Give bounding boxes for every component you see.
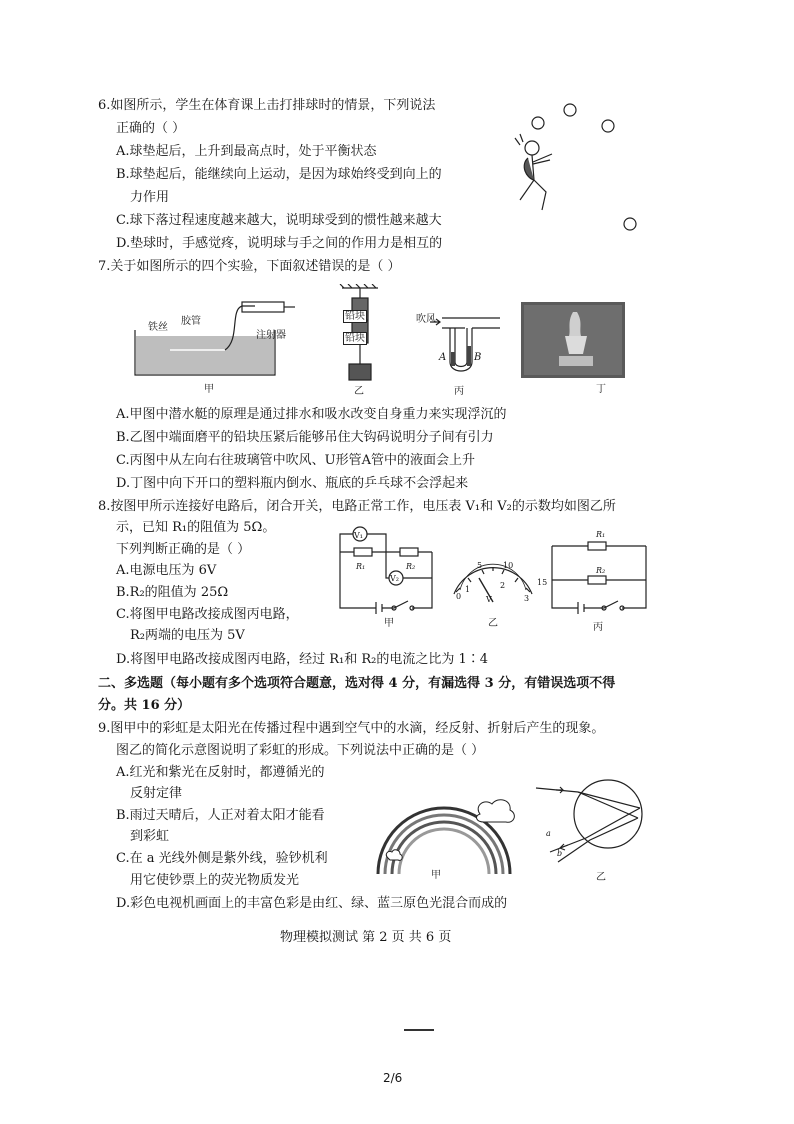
q7-bing-label-a: A	[439, 352, 447, 363]
q8-stem-line2: 示，已知 R₁的阻值为 5Ω。	[116, 520, 276, 535]
footer-dash-mark	[404, 1029, 434, 1031]
section2-heading-line1: 二、多选题（每小题有多个选项符合题意，选对得 4 分，有漏选得 3 分，有错误选项不得	[98, 676, 616, 691]
q9-stem-line2: 图乙的简化示意图说明了彩虹的形成。下列说法中正确的是（ ）	[116, 743, 485, 758]
q9-droplet-diagram	[530, 770, 650, 866]
q9-option-c-line2: 用它使钞票上的荧光物质发光	[130, 873, 300, 888]
q6-stem-line1: 6.如图所示，学生在体育课上击打排球时的情景，下列说法	[98, 98, 436, 113]
q8-stem-line3: 下列判断正确的是（ ）	[116, 542, 251, 557]
q7-bing-label-chuifeng: 吹风	[416, 314, 436, 325]
q7-jia-label-zhusheqi: 注射器	[256, 330, 286, 341]
q9-rainbow-figure	[370, 770, 520, 878]
q9-yi-caption: 乙	[596, 872, 606, 883]
q9-yi-label-a: a	[546, 829, 551, 838]
volleyball-player-figure	[490, 90, 650, 240]
q8-bing-label-r1: R₁	[596, 530, 606, 539]
q7-fig-bing-u-tube	[410, 300, 510, 380]
q7-ding-caption: 丁	[596, 384, 606, 395]
q6-option-d: D.垫球时，手感觉疼，说明球与手之间的作用力是相互的	[116, 236, 443, 251]
q7-option-d: D.丁图中向下开口的塑料瓶内倒水、瓶底的乒乓球不会浮起来	[116, 476, 469, 491]
q7-bing-caption: 丙	[454, 386, 464, 397]
q9-jia-caption: 甲	[431, 870, 441, 881]
q7-jia-caption: 甲	[204, 384, 214, 395]
q8-bing-caption: 丙	[593, 622, 603, 633]
page-indicator: 2/6	[383, 1071, 403, 1085]
q9-option-d: D.彩色电视机画面上的丰富色彩是由红、绿、蓝三原色光混合而成的	[116, 896, 508, 911]
q7-bing-label-b: B	[474, 352, 482, 363]
meter-tick-15: 15	[537, 578, 548, 587]
meter-tick-2: 2	[500, 581, 506, 590]
q7-fig-ding-photo	[521, 302, 625, 378]
q8-bing-label-r2: R₂	[596, 566, 606, 575]
q8-option-d: D.将图甲电路改接成图丙电路，经过 R₁和 R₂的电流之比为 1∶4	[116, 652, 489, 667]
q8-jia-label-v2: V₂	[390, 574, 399, 583]
q8-stem-line1: 8.按图甲所示连接好电路后，闭合开关，电路正常工作，电压表 V₁和 V₂的示数均如图乙所	[98, 499, 616, 514]
q8-jia-caption: 甲	[384, 618, 394, 629]
section2-heading-line2: 分。共 16 分）	[98, 698, 191, 713]
q6-option-b-line2: 力作用	[130, 190, 170, 205]
q6-option-a: A.球垫起后，上升到最高点时，处于平衡状态	[116, 144, 377, 159]
q8-option-b: B.R₂的阻值为 25Ω	[116, 585, 229, 600]
q7-jia-label-tieshi: 铁丝	[148, 322, 168, 333]
q9-yi-label-b: b	[557, 849, 563, 858]
q9-option-a-line2: 反射定律	[130, 786, 183, 801]
q6-stem-line2: 正确的（ ）	[116, 121, 186, 136]
q7-option-a: A.甲图中潜水艇的原理是通过排水和吸水改变自身重力来实现浮沉的	[116, 407, 507, 422]
q7-option-b: B.乙图中端面磨平的铅块压紧后能够吊住大钩码说明分子间有引力	[116, 430, 494, 445]
meter-tick-3: 3	[524, 594, 530, 603]
q8-jia-label-r1: R₁	[356, 562, 366, 571]
q8-jia-label-r2: R₂	[406, 562, 416, 571]
meter-tick-1: 1	[465, 585, 471, 594]
q8-option-a: A.电源电压为 6V	[116, 563, 217, 578]
q8-jia-label-v1: V₁	[354, 531, 363, 540]
q7-option-c: C.丙图中从左向右往玻璃管中吹风、U形管A管中的液面会上升	[116, 453, 475, 468]
q9-option-b-line2: 到彩虹	[130, 829, 170, 844]
q9-stem-line1: 9.图甲中的彩虹是太阳光在传播过程中遇到空气中的水滴，经反射、折射后产生的现象。	[98, 721, 605, 736]
footer-page-text: 物理模拟测试 第 2 页 共 6 页	[280, 930, 452, 945]
q8-option-c-line1: C.将图甲电路改接成图丙电路，	[116, 607, 299, 622]
q8-option-c-line2: R₂两端的电压为 5V	[130, 628, 245, 643]
q9-option-c-line1: C.在 a 光线外侧是紫外线，验钞机利	[116, 851, 328, 866]
meter-tick-0: 0	[456, 592, 462, 601]
q9-option-b-line1: B.雨过天晴后，人正对着太阳才能看	[116, 808, 325, 823]
q6-option-b-line1: B.球垫起后，能继续向上运动，是因为球始终受到向上的	[116, 167, 442, 182]
meter-unit: V	[486, 595, 492, 604]
q7-stem: 7.关于如图所示的四个实验，下面叙述错误的是（ ）	[98, 259, 401, 274]
meter-tick-5: 5	[477, 561, 483, 570]
meter-tick-10: 10	[503, 561, 514, 570]
q7-yi-caption: 乙	[354, 386, 364, 397]
q9-option-a-line1: A.红光和紫光在反射时，都遵循光的	[116, 765, 325, 780]
q7-jia-label-jiaoguan: 胶管	[181, 316, 201, 327]
q7-yi-label-qiankuai2: 铅块	[345, 333, 365, 344]
q6-option-c: C.球下落过程速度越来越大，说明球受到的惯性越来越大	[116, 213, 442, 228]
q8-circuit-bing	[546, 536, 652, 618]
q8-circuit-jia	[334, 524, 438, 616]
q7-yi-label-qiankuai1: 铅块	[345, 311, 365, 322]
q8-yi-caption: 乙	[488, 618, 498, 629]
